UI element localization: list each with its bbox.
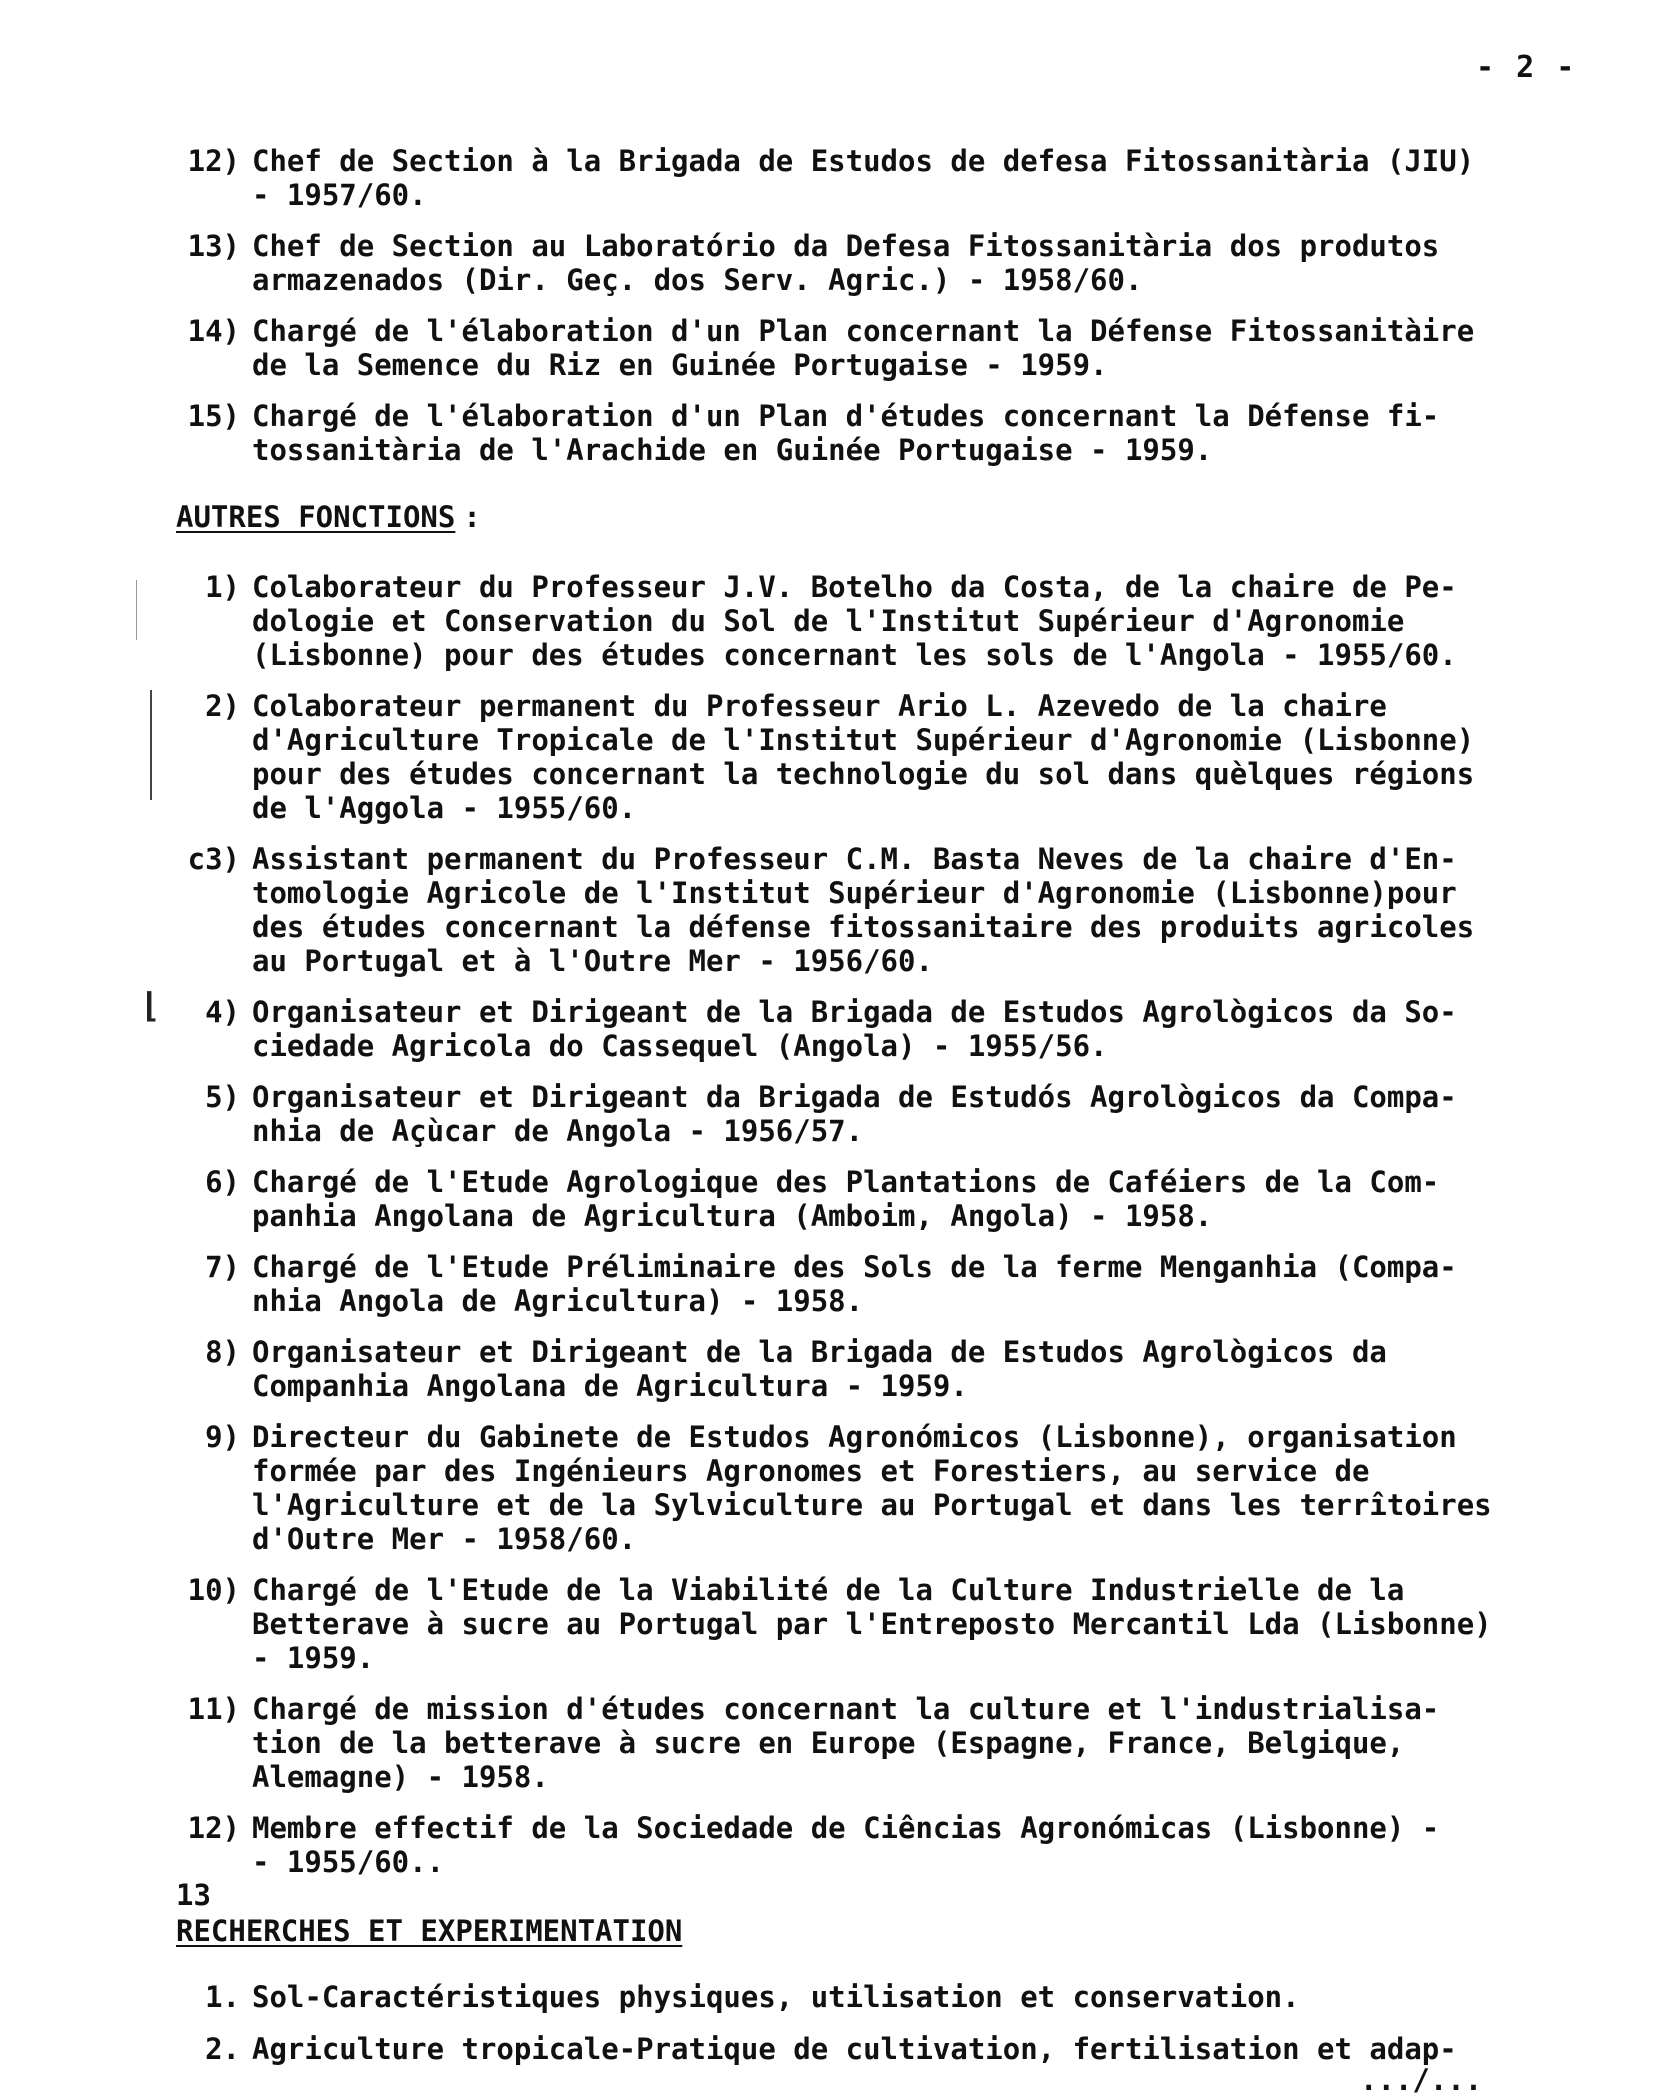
item-text: Chef de Section au Laboratório da Defesa Fitossanitària dos produtos armazenados (Dir. Geç. dos Serv. Agric.) - 1958/60. <box>252 229 1440 297</box>
item-text: Chargé de l'Etude Agrologique des Plantations de Caféiers de la Com- panhia Angolana de Agricultura (Amboim, Angola) - 1958. <box>252 1165 1440 1233</box>
item-text: Directeur du Gabinete de Estudos Agronómicos (Lisbonne), organisation formée par des Ingénieurs Agronomes et Forestiers, au service de l'Agriculture et de la Sylviculture au Portugal et dans les terrîtoires d'Outre Mer - 1958/60. <box>252 1420 1492 1556</box>
list-item <box>176 1980 1656 2014</box>
page-number: - 2 - <box>1476 50 1577 85</box>
positions-list <box>176 144 1656 484</box>
list-item <box>176 1080 1656 1148</box>
list-item <box>176 399 1656 467</box>
list-item <box>176 570 1656 672</box>
item-number: 11) <box>187 1692 240 1726</box>
item-number: 12) <box>187 1811 240 1845</box>
item-number: 1) <box>205 570 240 604</box>
item-number: 15) <box>187 399 240 433</box>
item-text: Chargé de l'Etude Préliminaire des Sols de la ferme Menganhia (Compa- nhia Angola de Agricultura) - 1958. <box>252 1250 1457 1318</box>
list-item <box>176 1335 1656 1403</box>
list-item <box>176 689 1656 825</box>
list-item <box>176 1811 1656 1879</box>
item-number: 7) <box>205 1250 240 1284</box>
section-number: 13 <box>176 1878 211 1912</box>
list-item <box>176 314 1656 382</box>
item-text: Chef de Section à la Brigada de Estudos de defesa Fitossanitària (JIU) - 1957/60. <box>252 144 1475 212</box>
list-item <box>176 1165 1656 1233</box>
item-number: 5) <box>205 1080 240 1114</box>
section-heading-autres-fonctions <box>176 500 481 534</box>
list-item <box>176 995 1656 1063</box>
item-number: c3) <box>187 842 240 876</box>
item-text: Colaborateur du Professeur J.V. Botelho da Costa, de la chaire de Pe- dologie et Conservation du Sol de l'Institut Supérieur d'Agronomie (Lisbonne) pour des études concernant les sols de l'Angola - 1955/60. <box>252 570 1457 672</box>
list-item <box>176 2032 1656 2066</box>
continuation-marker: .../... <box>1360 2063 1483 2097</box>
list-item <box>176 229 1656 297</box>
item-number: 9) <box>205 1420 240 1454</box>
item-number: 6) <box>205 1165 240 1199</box>
item-number: 8) <box>205 1335 240 1369</box>
item-text: Organisateur et Dirigeant de la Brigada de Estudos Agrològicos da So- ciedade Agricola do Cassequel (Angola) - 1955/56. <box>252 995 1457 1063</box>
heading-colon: : <box>463 500 481 534</box>
item-number: 12) <box>187 144 240 178</box>
item-number: 10) <box>187 1573 240 1607</box>
margin-line-mark <box>150 690 152 800</box>
item-text: Chargé de l'élaboration d'un Plan concernant la Défense Fitossanitàire de la Semence du Riz en Guinée Portugaise - 1959. <box>252 314 1475 382</box>
item-number: 13) <box>187 229 240 263</box>
item-text: Membre effectif de la Sociedade de Ciências Agronómicas (Lisbonne) - - 1955/60.. <box>252 1811 1440 1879</box>
item-number: 1. <box>205 1980 240 2014</box>
list-item <box>176 1573 1656 1675</box>
item-number: 4) <box>205 995 240 1029</box>
margin-line-mark <box>136 580 137 640</box>
item-text: Organisateur et Dirigeant de la Brigada de Estudos Agrològicos da Companhia Angolana de Agricultura - 1959. <box>252 1335 1387 1403</box>
item-text: Agriculture tropicale-Pratique de cultivation, fertilisation et adap- <box>252 2032 1457 2066</box>
list-item <box>176 1420 1656 1556</box>
item-text: Chargé de l'Etude de la Viabilité de la Culture Industrielle de la Betterave à sucre au Portugal par l'Entreposto Mercantil Lda (Lisbonne) - 1959. <box>252 1573 1492 1675</box>
list-item <box>176 1250 1656 1318</box>
item-text: Sol-Caractéristiques physiques, utilisation et conservation. <box>252 1980 1300 2014</box>
item-number: 2. <box>205 2032 240 2066</box>
item-text: Chargé de l'élaboration d'un Plan d'études concernant la Défense fi- tossanitària de l'Arachide en Guinée Portugaise - 1959. <box>252 399 1440 467</box>
item-text: Organisateur et Dirigeant da Brigada de Estudós Agrològicos da Compa- nhia de Açùcar de Angola - 1956/57. <box>252 1080 1457 1148</box>
list-item <box>176 144 1656 212</box>
item-text: Colaborateur permanent du Professeur Ario L. Azevedo de la chaire d'Agriculture Tropicale de l'Institut Supérieur d'Agronomie (Lisbonne) pour des études concernant la technologie du sol dans quèlques régions de l'Aggola - 1955/60. <box>252 689 1475 825</box>
autres-fonctions-list <box>176 570 1656 1896</box>
list-item <box>176 842 1656 978</box>
section-heading-recherches: RECHERCHES ET EXPERIMENTATION <box>176 1914 683 1948</box>
item-text: Chargé de mission d'études concernant la culture et l'industrialisa- tion de la betterave à sucre en Europe (Espagne, France, Belgique, Alemagne) - 1958. <box>252 1692 1440 1794</box>
list-item <box>176 1692 1656 1794</box>
item-number: 14) <box>187 314 240 348</box>
item-text: Assistant permanent du Professeur C.M. Basta Neves de la chaire d'En- tomologie Agricole de l'Institut Supérieur d'Agronomie (Lisbonne)pour des études concernant la défense fitossanitaire des produits agricoles au Portugal et à l'Outre Mer - 1956/60. <box>252 842 1475 978</box>
heading-text: AUTRES FONCTIONS <box>176 500 456 534</box>
margin-bracket-mark: ⌊ <box>140 986 161 1026</box>
item-number: 2) <box>205 689 240 723</box>
